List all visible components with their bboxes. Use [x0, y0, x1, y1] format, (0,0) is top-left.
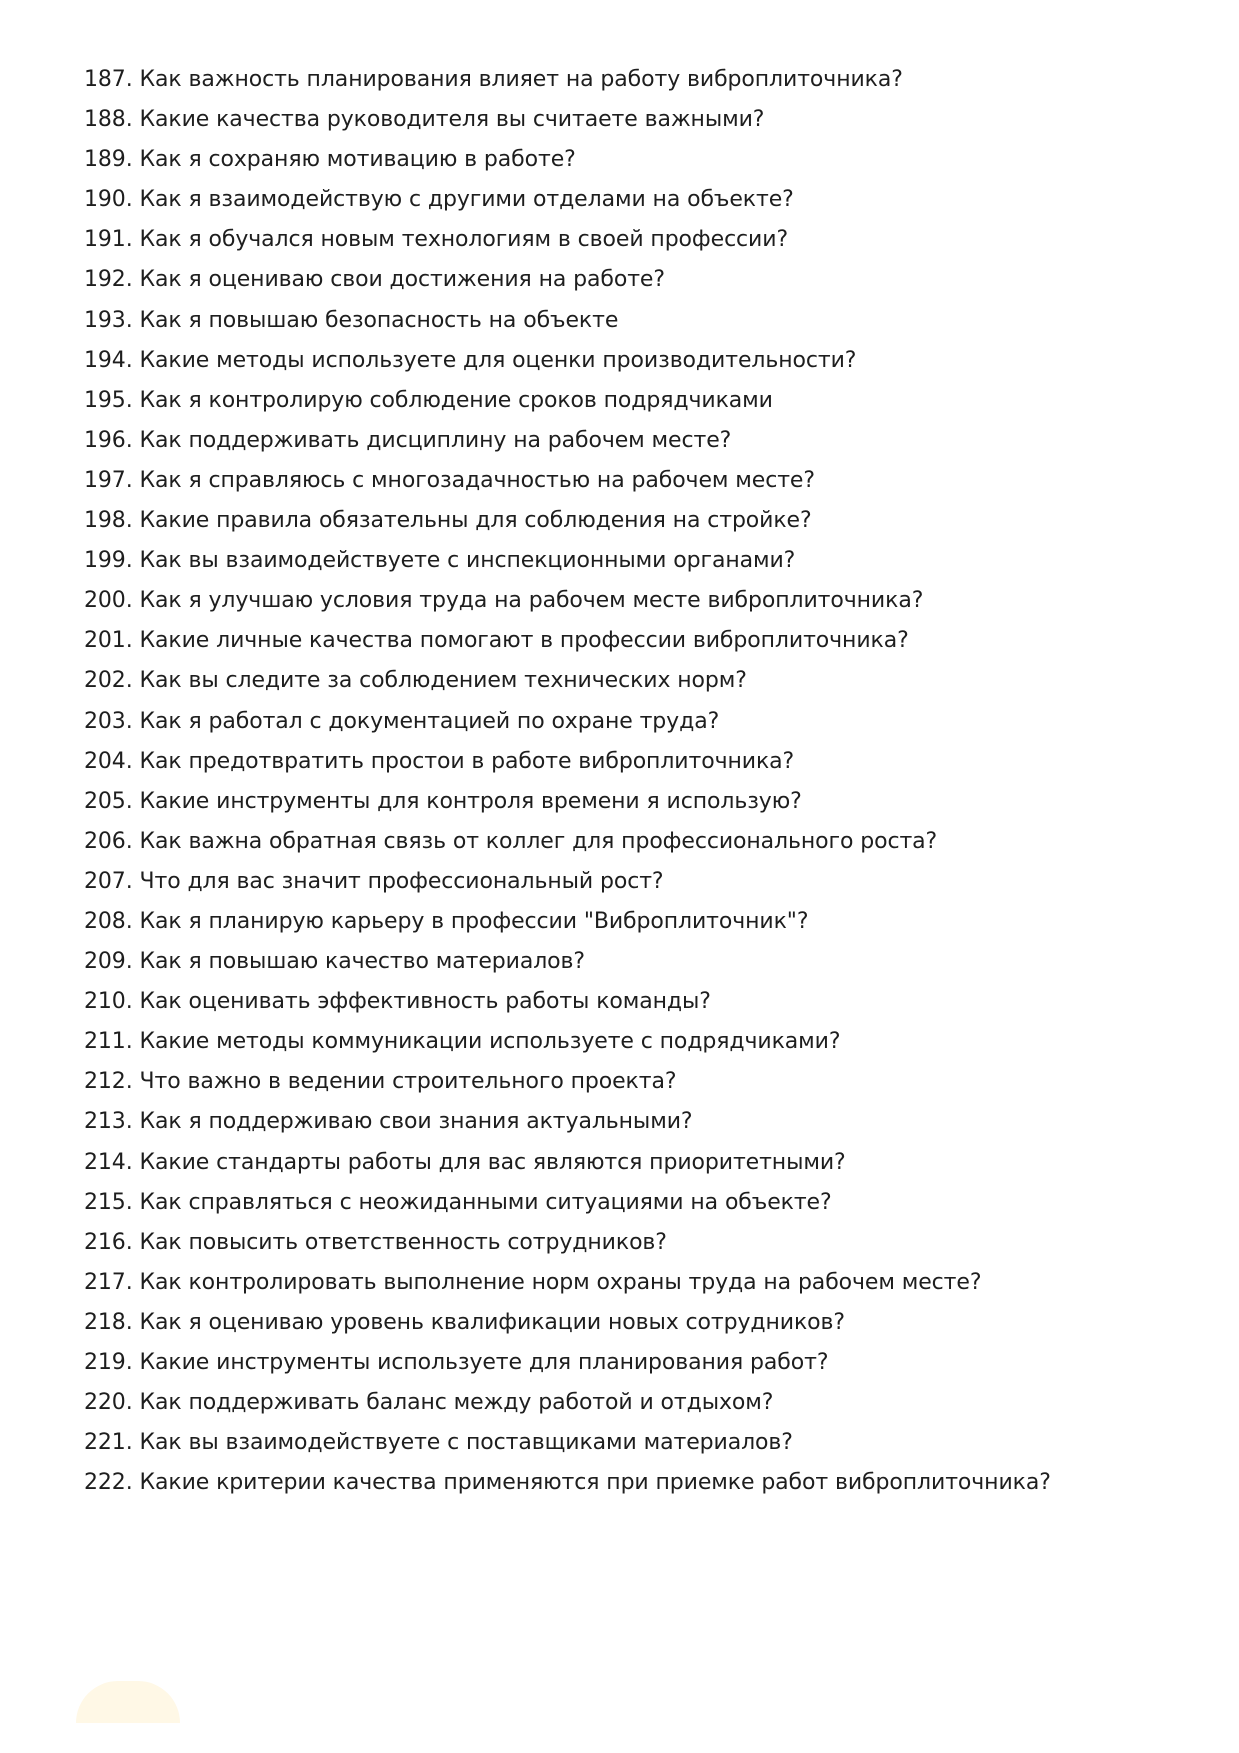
- question-number: 218.: [84, 1309, 133, 1335]
- question-number: 195.: [84, 387, 133, 413]
- question-text: Как важность планирования влияет на работу виброплиточника?: [139, 67, 903, 92]
- question-text: Как я повышаю безопасность на объекте: [139, 307, 619, 333]
- question-item: [84, 621, 1204, 661]
- question-item: [84, 581, 1204, 621]
- question-text: Как я улучшаю условия труда на рабочем месте виброплиточника?: [139, 588, 924, 614]
- question-number: 222.: [84, 1470, 133, 1496]
- question-number: 197.: [84, 467, 133, 493]
- question-text: Как я обучался новым технологиям в своей профессии?: [139, 227, 789, 253]
- question-text: Какие методы используете для оценки производительности?: [139, 347, 857, 373]
- question-text: Какие личные качества помогают в профессии виброплиточника?: [139, 628, 909, 654]
- question-text: Как я сохраняю мотивацию в работе?: [139, 147, 576, 173]
- question-text: Как я поддерживаю свои знания актуальными?: [139, 1109, 693, 1135]
- question-text: Какие качества руководителя вы считаете важными?: [139, 107, 765, 133]
- question-number: 216.: [84, 1229, 133, 1255]
- question-item: [84, 1423, 1204, 1463]
- question-item: [84, 1263, 1204, 1303]
- question-number: 210.: [84, 989, 133, 1015]
- question-number: 188.: [84, 107, 133, 133]
- question-item: [84, 381, 1204, 421]
- question-item: [84, 1143, 1204, 1183]
- question-number: 212.: [84, 1069, 133, 1095]
- question-number: 206.: [84, 828, 133, 854]
- question-text: Что важно в ведении строительного проекта?: [139, 1069, 677, 1095]
- question-item: [84, 1383, 1204, 1423]
- question-text: Как повысить ответственность сотрудников?: [139, 1229, 667, 1255]
- question-text: Как справляться с неожиданными ситуациями на объекте?: [139, 1189, 832, 1215]
- question-item: [84, 501, 1204, 541]
- corner-highlight-mark: [76, 1681, 180, 1723]
- question-number: 209.: [84, 949, 133, 975]
- question-text: Как вы взаимодействуете с инспекционными органами?: [139, 548, 796, 574]
- question-text: Как предотвратить простои в работе виброплиточника?: [139, 748, 795, 774]
- question-text: Как я повышаю качество материалов?: [139, 949, 585, 975]
- question-text: Как я работал с документацией по охране труда?: [139, 708, 720, 734]
- question-item: [84, 260, 1204, 300]
- question-text: Как я справляюсь с многозадачностью на рабочем месте?: [139, 467, 815, 493]
- question-text: Какие инструменты используете для планирования работ?: [139, 1350, 829, 1375]
- question-number: 204.: [84, 748, 133, 774]
- question-number: 215.: [84, 1189, 133, 1215]
- question-item: [84, 1463, 1204, 1503]
- question-text: Как я оцениваю уровень квалификации новых сотрудников?: [139, 1309, 845, 1335]
- question-text: Как я оцениваю свои достижения на работе?: [139, 267, 665, 293]
- question-item: [84, 541, 1204, 581]
- question-text: Какие стандарты работы для вас являются приоритетными?: [139, 1149, 846, 1175]
- question-number: 201.: [84, 628, 133, 654]
- question-number: 190.: [84, 187, 133, 213]
- question-item: [84, 220, 1204, 260]
- question-item: [84, 902, 1204, 942]
- question-number: 219.: [84, 1350, 133, 1375]
- question-number: 191.: [84, 227, 133, 253]
- question-text: Какие правила обязательны для соблюдения на стройке?: [139, 508, 812, 534]
- question-item: [84, 782, 1204, 822]
- question-item: [84, 100, 1204, 140]
- question-item: [84, 1022, 1204, 1062]
- question-text: Какие критерии качества применяются при приемке работ виброплиточника?: [139, 1470, 1051, 1496]
- question-item: [84, 661, 1204, 701]
- question-item: [84, 742, 1204, 782]
- question-item: [84, 140, 1204, 180]
- question-number: 213.: [84, 1109, 133, 1135]
- question-item: [84, 1102, 1204, 1142]
- question-text: Как вы следите за соблюдением технических норм?: [139, 668, 747, 694]
- question-number: 198.: [84, 508, 133, 534]
- question-number: 189.: [84, 147, 133, 173]
- question-item: [84, 942, 1204, 982]
- question-number: 187.: [84, 67, 133, 92]
- question-text: Как контролировать выполнение норм охраны труда на рабочем месте?: [139, 1269, 982, 1295]
- question-text: Как оценивать эффективность работы команды?: [139, 989, 711, 1015]
- question-text: Как поддерживать дисциплину на рабочем месте?: [139, 427, 732, 453]
- question-text: Как я контролирую соблюдение сроков подрядчиками: [139, 387, 773, 413]
- question-item: [84, 60, 1204, 100]
- question-item: [84, 461, 1204, 501]
- question-item: [84, 1183, 1204, 1223]
- question-number: 214.: [84, 1149, 133, 1175]
- question-number: 205.: [84, 788, 133, 814]
- question-item: [84, 301, 1204, 341]
- question-item: [84, 1303, 1204, 1343]
- question-number: 196.: [84, 427, 133, 453]
- question-item: [84, 180, 1204, 220]
- question-item: [84, 341, 1204, 381]
- question-item: [84, 1062, 1204, 1102]
- question-text: Как я взаимодействую с другими отделами на объекте?: [139, 187, 794, 213]
- question-list: [84, 60, 1204, 1503]
- question-item: [84, 982, 1204, 1022]
- question-item: [84, 702, 1204, 742]
- question-number: 199.: [84, 548, 133, 574]
- question-text: Как я планирую карьеру в профессии "Виброплиточник"?: [139, 908, 809, 934]
- question-number: 194.: [84, 347, 133, 373]
- question-number: 208.: [84, 908, 133, 934]
- question-number: 211.: [84, 1029, 133, 1055]
- question-number: 221.: [84, 1430, 133, 1456]
- question-text: Какие инструменты для контроля времени я использую?: [139, 788, 802, 814]
- question-item: [84, 1343, 1204, 1383]
- question-number: 207.: [84, 868, 133, 894]
- question-text: Как важна обратная связь от коллег для профессионального роста?: [139, 828, 938, 854]
- question-number: 200.: [84, 588, 133, 614]
- question-text: Какие методы коммуникации используете с подрядчиками?: [139, 1029, 841, 1055]
- question-item: [84, 421, 1204, 461]
- question-item: [84, 822, 1204, 862]
- question-number: 193.: [84, 307, 133, 333]
- question-text: Как поддерживать баланс между работой и отдыхом?: [139, 1390, 774, 1416]
- question-text: Как вы взаимодействуете с поставщиками материалов?: [139, 1430, 793, 1456]
- question-number: 203.: [84, 708, 133, 734]
- question-item: [84, 862, 1204, 902]
- question-text: Что для вас значит профессиональный рост?: [139, 868, 664, 894]
- question-number: 202.: [84, 668, 133, 694]
- question-item: [84, 1223, 1204, 1263]
- question-number: 217.: [84, 1269, 133, 1295]
- question-number: 220.: [84, 1390, 133, 1416]
- question-number: 192.: [84, 267, 133, 293]
